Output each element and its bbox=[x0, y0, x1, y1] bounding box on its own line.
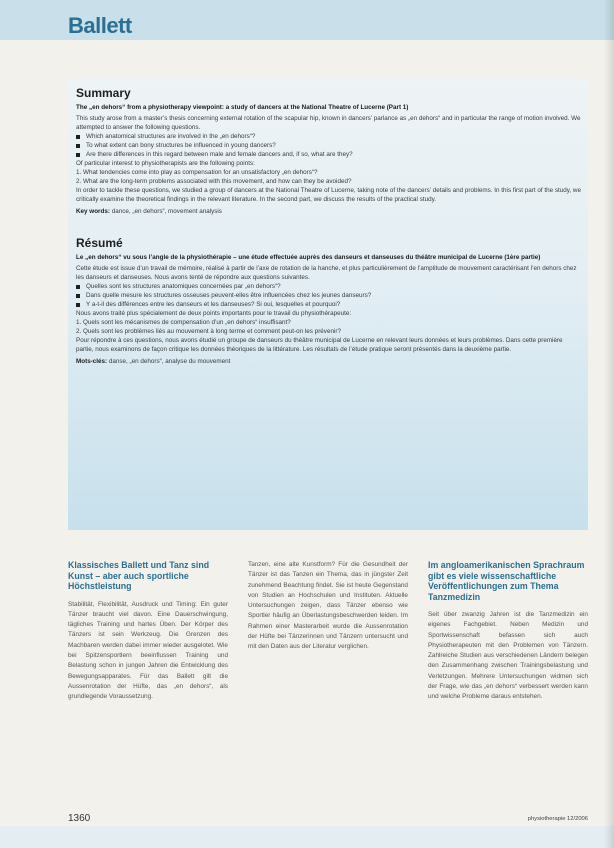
resume-bullets bbox=[76, 282, 581, 309]
column-3 bbox=[428, 560, 588, 703]
resume-bullet: Dans quelle mesure les structures osseuses peuvent-elles être influencées chez les jeunes danseurs? bbox=[76, 291, 581, 300]
summary-question: 1. What tendencies come into play as compensation for an unsatisfactory „en dehors“? bbox=[76, 169, 318, 176]
journal-reference: physiotherapie 12/2006 bbox=[527, 816, 588, 822]
footer-band bbox=[0, 826, 614, 848]
body-columns bbox=[68, 560, 588, 800]
square-bullet-icon bbox=[76, 285, 80, 289]
square-bullet-icon bbox=[76, 303, 80, 307]
summary-section bbox=[76, 86, 581, 216]
column-text: Tanzen, eine alte Kunstform? Für die Gesundheit der Tänzer ist das Tanzen ein Thema, das in jüngster Zeit zunehmend Beachtung findet. Sie ist heute Gegenstand von Studien an Hochschulen und Instituten. Aktuelle Untersuchungen zeigen, dass Tänzer ebenso wie Sportler häufig an Überlastungsbeschwerden leiden. Im Rahmen einer Masterarbeit wurde die Aussenrotation der Hüfte bei Tänzerinnen und Tänzern untersucht und mit den Daten aus der Literatur verglichen. bbox=[248, 561, 408, 651]
summary-interest: Of particular interest to physiotherapists are the following points: bbox=[76, 160, 255, 167]
resume-keywords: Mots-clés: danse, „en dehors“, analyse du mouvement bbox=[76, 358, 231, 365]
square-bullet-icon bbox=[76, 144, 80, 148]
summary-question: 2. What are the long-term problems associated with this movement, and how can they be avoided? bbox=[76, 178, 352, 185]
resume-question: 1. Quels sont les mécanismes de compensation d’un „en dehors“ insuffisant? bbox=[76, 319, 291, 326]
summary-bullet: To what extent can bony structures be influenced in young dancers? bbox=[76, 141, 581, 150]
page-number: 1360 bbox=[68, 813, 91, 824]
section-title: Ballett bbox=[68, 13, 132, 38]
abstract-box bbox=[68, 78, 588, 530]
summary-bullet: Which anatomical structures are involved in the „en dehors“? bbox=[76, 132, 581, 141]
column-2 bbox=[248, 560, 408, 653]
resume-lead: Le „en dehors“ vu sous l’angle de la physiothérapie – une étude effectuée auprès des danseurs et danseuses du théâtre municipal de Lucerne (1ère partie) bbox=[76, 254, 541, 261]
summary-keywords: Key words: dance, „en dehors“, movement analysis bbox=[76, 208, 222, 215]
resume-question: 2. Quels sont les problèmes liés au mouvement à long terme et comment peut-on les prévenir? bbox=[76, 328, 341, 335]
summary-heading: Summary bbox=[76, 86, 131, 100]
resume-section bbox=[76, 236, 581, 366]
column-1 bbox=[68, 560, 228, 702]
summary-intro: This study arose from a master’s thesis concerning external rotation of the scapular hip, known in dancers’ parlance as „en dehors“ and in particular the range of motion involved. We attempted to answer the following questions. bbox=[76, 115, 581, 131]
resume-method: Pour répondre à ces questions, nous avons étudié un groupe de danseurs du théâtre municipal de Lucerne en relevant leurs données et leurs problèmes. Dans cette première partie, nous examinons de façon critique les données théoriques de la littérature. Les résultats de l’étude pratique seront présentés dans la deuxième partie. bbox=[76, 337, 563, 353]
resume-intro: Cette étude est issue d’un travail de mémoire, réalisé à partir de l’axe de rotation de la hanche, et plus particulièrement de l’amplitude de mouvement caractérisant l’en dehors chez les danseurs et danseuses. Nous avons tenté de répondre aux questions suivantes. bbox=[76, 265, 577, 281]
column-text: Stabilität, Flexibilität, Ausdruck und Timing: Ein guter Tänzer braucht viel davon. Eine Dauerschwingung, tägliches Training und hartes Üben. Der Körper des Tänzers ist sein Werkzeug. Die Grenzen des Machbaren werden dabei immer wieder ausgelotet. Wie bei Spitzensportlern beeinflussen Training und Belastung schon in jungen Jahren die Entwicklung des Bewegungsapparates. Für das Ballett gilt die Aussenrotation der Hüfte, das „en dehors“, als grundlegende Voraussetzung. bbox=[68, 600, 228, 701]
summary-method: In order to tackle these questions, we studied a group of dancers at the National Theatre of Lucerne, taking note of the dancers’ details and problems. In this first part of the study, we critically examine the theoretical findings in the relevant literature. In the second part, we discuss the results of the practical study. bbox=[76, 187, 581, 203]
summary-bullet: Are there differences in this regard between male and female dancers and, if so, what are they? bbox=[76, 150, 581, 159]
column-heading: Im angloamerikanischen Sprachraum gibt es viele wissenschaftliche Veröffentlichungen zum Thema Tanzmedizin bbox=[428, 560, 585, 602]
column-text: Seit über zwanzig Jahren ist die Tanzmedizin ein eigenes Fachgebiet. Neben Medizin und Sportwissenschaft befassen sich auch Physiotherapeuten mit den Problemen von Tänzern. Zahlreiche Studien aus verschiedenen Ländern belegen den Zusammenhang zwischen Trainingsbelastung und Verletzungen. Mehrere Untersuchungen widmen sich der Frage, wie das „en dehors“ verbessert werden kann und welche Probleme daraus entstehen. bbox=[428, 611, 588, 701]
resume-bullet: Y a-t-il des différences entre les danseurs et les danseuses? Si oui, lesquelles et pourquoi? bbox=[76, 300, 581, 309]
page-edge-shadow bbox=[604, 0, 614, 848]
square-bullet-icon bbox=[76, 294, 80, 298]
summary-bullets bbox=[76, 132, 581, 159]
square-bullet-icon bbox=[76, 153, 80, 157]
column-heading: Klassisches Ballett und Tanz sind Kunst – aber auch sportliche Höchstleistung bbox=[68, 560, 210, 591]
square-bullet-icon bbox=[76, 135, 80, 139]
resume-interest: Nous avons traité plus spécialement de deux points importants pour le travail du physiothérapeute: bbox=[76, 310, 352, 317]
resume-bullet: Quelles sont les structures anatomiques concernées par „en dehors“? bbox=[76, 282, 581, 291]
resume-heading: Résumé bbox=[76, 236, 123, 250]
summary-lead: The „en dehors“ from a physiotherapy viewpoint: a study of dancers at the National Theatre of Lucerne (Part 1) bbox=[76, 104, 409, 111]
